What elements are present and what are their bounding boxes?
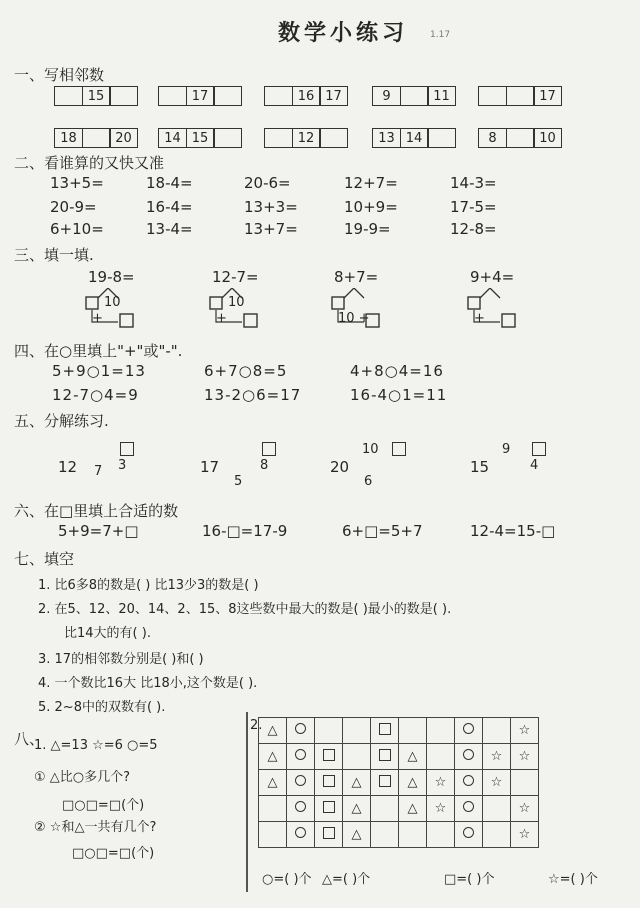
circle-symbol [463, 775, 474, 786]
calc-problem: 18-4= [146, 174, 193, 192]
grid-row [259, 822, 539, 848]
decompose-middle: 10 [104, 295, 121, 310]
circle-symbol [295, 749, 306, 760]
split-bottom-right: 6 [364, 474, 373, 489]
square-symbol [379, 723, 391, 735]
neighbor-cell [82, 128, 111, 148]
neighbor-cell [319, 128, 348, 148]
question-1-answer: □○□=□(个) [62, 798, 145, 813]
fill-blank-line: 3. 17的相邻数分别是( )和( ) [38, 652, 204, 667]
neighbor-cell: 12 [292, 128, 321, 148]
calc-problem: 20-6= [244, 174, 291, 192]
neighbor-cell: 16 [292, 86, 321, 106]
neighbor-cell [264, 86, 293, 106]
worksheet-title: 数学小练习 [278, 21, 409, 46]
neighbor-box-group [158, 128, 242, 148]
grid-cell: △ [343, 822, 371, 848]
square-symbol [323, 749, 335, 761]
section-1-label: 一、写相邻数 [14, 66, 105, 84]
grid-cell: △ [343, 796, 371, 822]
question-1: ① △比○多几个? [34, 770, 131, 785]
decompose-expression: 19-8= [88, 268, 135, 286]
symbol-values: 1. △=13 ☆=6 ○=5 [34, 738, 158, 753]
grid-cell [315, 770, 343, 796]
split-total: 15 [470, 458, 490, 476]
sign-problem: 16-4○1=11 [350, 386, 448, 404]
grid-row [259, 796, 539, 822]
grid-cell [371, 822, 399, 848]
calc-problem: 20-9= [50, 198, 97, 216]
grid-cell [455, 796, 483, 822]
grid-cell [427, 718, 455, 744]
box-problem: 5+9=7+□ [58, 522, 139, 540]
calc-problem: 14-3= [450, 174, 497, 192]
split-top-right: 8 [260, 458, 269, 473]
symbol-count: ○=( )个 [262, 872, 312, 887]
grid-cell [343, 744, 371, 770]
grid-cell [399, 822, 427, 848]
square-symbol [379, 775, 391, 787]
sign-problem: 4+8○4=16 [350, 362, 444, 380]
circle-symbol [295, 775, 306, 786]
neighbor-cell [213, 128, 242, 148]
sign-problem: 6+7○8=5 [204, 362, 288, 380]
neighbor-cell: 14 [158, 128, 187, 148]
split-answer-box [120, 442, 134, 456]
grid-cell [287, 822, 315, 848]
decompose-bottom: 10 + [338, 311, 370, 326]
grid-cell [371, 796, 399, 822]
circle-symbol [295, 723, 306, 734]
decompose-expression: 8+7= [334, 268, 379, 286]
grid-cell: △ [259, 744, 287, 770]
split-answer-box [262, 442, 276, 456]
neighbor-box-group [372, 128, 456, 148]
neighbor-cell [400, 86, 429, 106]
fill-blank-line: 4. 一个数比16大 比18小,这个数是( ). [38, 676, 258, 691]
symbol-count-grid [258, 717, 539, 848]
grid-cell: ☆ [483, 744, 511, 770]
split-top-right: 3 [118, 458, 127, 473]
grid-cell [287, 796, 315, 822]
sign-problem: 13-2○6=17 [204, 386, 302, 404]
neighbor-cell: 14 [400, 128, 429, 148]
neighbor-cell: 10 [533, 128, 562, 148]
split-top-right: 4 [530, 458, 539, 473]
section-2-label: 二、看谁算的又快又准 [14, 154, 165, 172]
grid-cell: ☆ [511, 796, 539, 822]
grid-cell [455, 718, 483, 744]
grid-cell [315, 822, 343, 848]
calc-problem: 17-5= [450, 198, 497, 216]
section-divider [246, 712, 248, 892]
neighbor-cell: 20 [109, 128, 138, 148]
circle-symbol [295, 801, 306, 812]
grid-cell [315, 744, 343, 770]
fill-blank-line: 比14大的有( ). [64, 626, 151, 641]
square-symbol [323, 775, 335, 787]
grid-row [259, 718, 539, 744]
circle-symbol [463, 749, 474, 760]
decompose-bottom: + [474, 311, 485, 326]
neighbor-cell: 17 [319, 86, 348, 106]
grid-cell [427, 744, 455, 770]
decompose-expression: 9+4= [470, 268, 515, 286]
grid-cell [315, 796, 343, 822]
grid-cell: ☆ [427, 770, 455, 796]
grid-cell: ☆ [483, 770, 511, 796]
neighbor-cell: 11 [427, 86, 456, 106]
neighbor-box-group [478, 128, 562, 148]
box-problem: 12-4=15-□ [470, 522, 556, 540]
section-8-label: 八、 [14, 730, 45, 748]
grid-cell [371, 770, 399, 796]
split-answer-box [532, 442, 546, 456]
grid-row [259, 744, 539, 770]
split-answer-box [392, 442, 406, 456]
split-total: 17 [200, 458, 220, 476]
fill-blank-line: 1. 比6多8的数是( ) 比13少3的数是( ) [38, 578, 259, 593]
section-6-label: 六、在□里填上合适的数 [14, 502, 179, 520]
grid-cell [455, 770, 483, 796]
calc-problem: 12-8= [450, 220, 497, 238]
worksheet-date: 1.17 [430, 30, 451, 40]
grid-cell [455, 744, 483, 770]
split-top-left: 10 [362, 442, 379, 457]
square-symbol [379, 749, 391, 761]
box-problem: 16-□=17-9 [202, 522, 288, 540]
grid-cell [427, 822, 455, 848]
neighbor-box-group [372, 86, 456, 106]
grid-cell: △ [259, 718, 287, 744]
neighbor-box-group [264, 128, 348, 148]
grid-cell [343, 718, 371, 744]
question-2: ② ☆和△一共有几个? [34, 820, 157, 835]
grid-cell [399, 718, 427, 744]
square-symbol [323, 827, 335, 839]
circle-symbol [463, 723, 474, 734]
neighbor-box-group [478, 86, 562, 106]
neighbor-cell: 17 [186, 86, 215, 106]
grid-cell [287, 718, 315, 744]
calc-problem: 6+10= [50, 220, 104, 238]
grid-cell [315, 718, 343, 744]
question-2-answer: □○□=□(个) [72, 846, 155, 861]
grid-cell [259, 796, 287, 822]
grid-cell: ☆ [511, 822, 539, 848]
decompose-bottom: + [216, 311, 227, 326]
neighbor-cell: 15 [82, 86, 111, 106]
calc-problem: 13-4= [146, 220, 193, 238]
section-4-label: 四、在○里填上"+"或"-". [14, 342, 183, 360]
split-total: 20 [330, 458, 350, 476]
symbol-count: ☆=( )个 [548, 872, 598, 887]
grid-cell: ☆ [511, 744, 539, 770]
decompose-expression: 12-7= [212, 268, 259, 286]
neighbor-cell: 18 [54, 128, 83, 148]
calc-problem: 12+7= [344, 174, 398, 192]
symbol-count: □=( )个 [444, 872, 495, 887]
calc-problem: 19-9= [344, 220, 391, 238]
grid-cell [483, 796, 511, 822]
circle-symbol [463, 827, 474, 838]
neighbor-cell [158, 86, 187, 106]
split-top-left: 9 [502, 442, 511, 457]
neighbor-cell [506, 86, 535, 106]
grid-cell: ☆ [427, 796, 455, 822]
neighbor-cell: 9 [372, 86, 401, 106]
grid-label: 2. [250, 718, 263, 733]
section-3-label: 三、填一填. [14, 246, 94, 264]
square-symbol [323, 801, 335, 813]
grid-cell: △ [399, 744, 427, 770]
grid-cell: △ [259, 770, 287, 796]
grid-row [259, 770, 539, 796]
grid-cell [455, 822, 483, 848]
circle-symbol [295, 827, 306, 838]
split-bottom-right: 5 [234, 474, 243, 489]
grid-cell [483, 718, 511, 744]
sign-problem: 12-7○4=9 [52, 386, 139, 404]
grid-cell [371, 744, 399, 770]
neighbor-cell [264, 128, 293, 148]
calc-problem: 16-4= [146, 198, 193, 216]
circle-symbol [463, 801, 474, 812]
neighbor-cell: 13 [372, 128, 401, 148]
neighbor-box-group [158, 86, 242, 106]
neighbor-cell [109, 86, 138, 106]
calc-problem: 13+7= [244, 220, 298, 238]
calc-problem: 13+5= [50, 174, 104, 192]
decompose-middle: 10 [228, 295, 245, 310]
neighbor-cell [506, 128, 535, 148]
grid-cell: △ [399, 770, 427, 796]
neighbor-cell [213, 86, 242, 106]
fill-blank-line: 5. 2~8中的双数有( ). [38, 700, 166, 715]
symbol-count: △=( )个 [322, 872, 371, 887]
grid-cell [483, 822, 511, 848]
neighbor-cell: 17 [533, 86, 562, 106]
grid-cell [511, 770, 539, 796]
grid-cell [287, 744, 315, 770]
split-bottom-left: 7 [94, 464, 103, 479]
fill-blank-line: 2. 在5、12、20、14、2、15、8这些数中最大的数是( )最小的数是( ). [38, 602, 452, 617]
decompose-bottom: + [92, 311, 103, 326]
grid-cell [259, 822, 287, 848]
neighbor-box-group [264, 86, 348, 106]
neighbor-cell: 8 [478, 128, 507, 148]
neighbor-box-group [54, 128, 138, 148]
grid-cell [287, 770, 315, 796]
grid-cell: △ [343, 770, 371, 796]
section-7-label: 七、填空 [14, 550, 75, 568]
neighbor-cell: 15 [186, 128, 215, 148]
neighbor-cell [478, 86, 507, 106]
section-5-label: 五、分解练习. [14, 412, 109, 430]
neighbor-cell [427, 128, 456, 148]
box-problem: 6+□=5+7 [342, 522, 423, 540]
neighbor-cell [54, 86, 83, 106]
grid-cell: △ [399, 796, 427, 822]
grid-cell: ☆ [511, 718, 539, 744]
sign-problem: 5+9○1=13 [52, 362, 146, 380]
calc-problem: 13+3= [244, 198, 298, 216]
split-total: 12 [58, 458, 78, 476]
grid-cell [371, 718, 399, 744]
neighbor-box-group [54, 86, 138, 106]
calc-problem: 10+9= [344, 198, 398, 216]
